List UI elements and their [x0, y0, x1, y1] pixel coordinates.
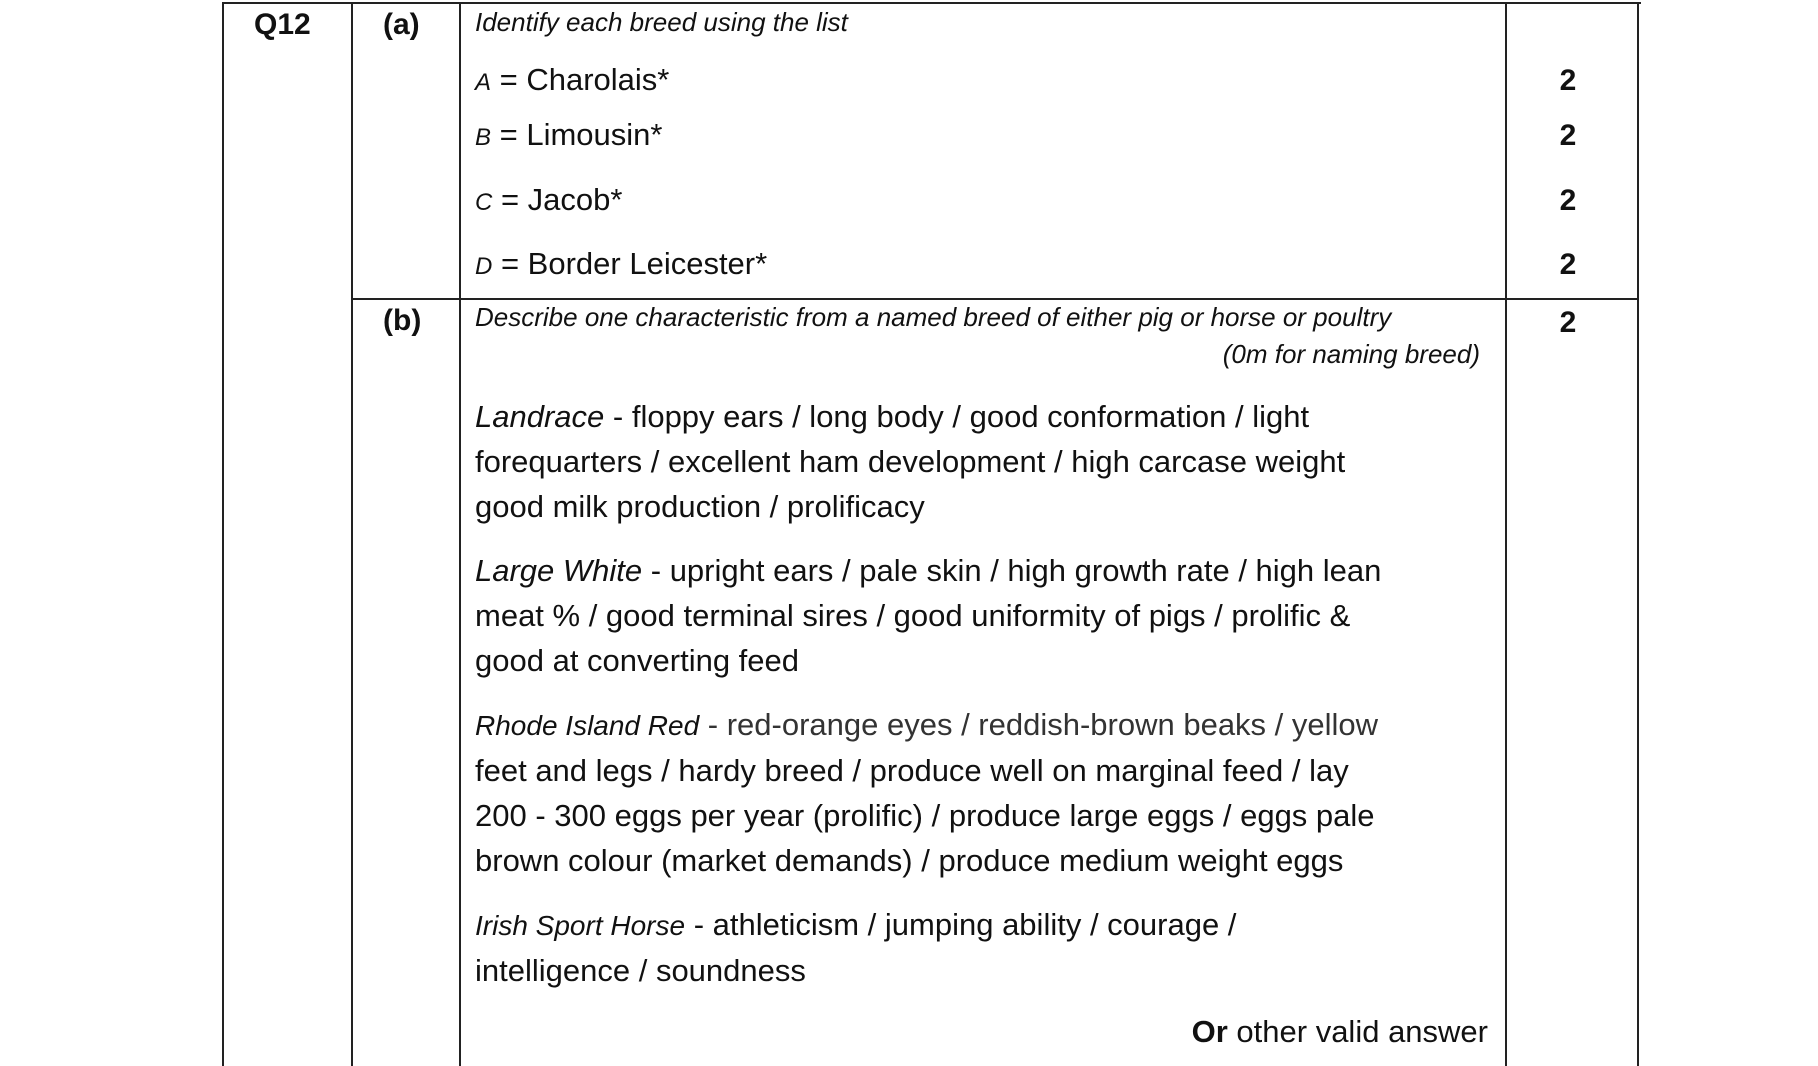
column-divider-3: [1505, 3, 1507, 1066]
column-divider-2: [459, 3, 461, 1066]
breed-line: - red-orange eyes / reddish-brown beaks / yellow: [699, 707, 1379, 742]
part-b-instruction: Describe one characteristic from a named breed of either pig or horse or poultry: [475, 302, 1392, 332]
breed-line: feet and legs / hardy breed / produce well on marginal feed / lay: [475, 753, 1349, 788]
breed-line: brown colour (market demands) / produce medium weight eggs: [475, 843, 1344, 878]
breed-line: good at converting feed: [475, 643, 800, 678]
answer-text: = Charolais*: [491, 62, 670, 97]
answer-letter: B: [475, 124, 492, 151]
part-a-label: (a): [383, 8, 420, 41]
part-b-label: (b): [383, 304, 422, 337]
breed-name: Irish Sport Horse: [475, 910, 686, 941]
table-left-border: [222, 3, 224, 1066]
breed-large-white: [475, 548, 1381, 683]
breed-line: forequarters / excellent ham development / high carcase weight: [475, 444, 1346, 479]
answer-text: = Border Leicester*: [492, 246, 768, 281]
breed-rhode-island-red: [475, 702, 1378, 883]
breed-line: 200 - 300 eggs per year (prolific) / produce large eggs / eggs pale: [475, 798, 1375, 833]
answer-letter: C: [475, 189, 493, 216]
breed-irish-sport-horse: [475, 902, 1236, 993]
table-top-border: [222, 2, 1641, 4]
part-b-note: (0m for naming breed): [1222, 339, 1480, 369]
breed-line: good milk production / prolificacy: [475, 489, 925, 524]
breed-line: - upright ears / pale skin / high growth rate / high lean: [642, 553, 1382, 588]
or-bold: Or: [1191, 1014, 1228, 1049]
breed-line: intelligence / soundness: [475, 953, 806, 988]
answer-b: [475, 117, 662, 153]
breed-name: Landrace: [475, 399, 605, 434]
other-valid-answer-text: other valid answer: [1227, 1014, 1488, 1049]
mark-part-b: 2: [1559, 306, 1577, 339]
row-divider-a-b: [351, 298, 1639, 300]
answer-text: = Jacob*: [492, 182, 623, 217]
mark-c: 2: [1559, 184, 1577, 217]
mark-a: 2: [1559, 64, 1577, 97]
breed-name: Large White: [475, 553, 643, 588]
part-a-instruction: Identify each breed using the list: [475, 7, 848, 37]
mark-d: 2: [1559, 248, 1577, 281]
breed-name: Rhode Island Red: [475, 710, 700, 741]
answer-c: [475, 182, 622, 218]
answer-letter: D: [475, 253, 493, 280]
breed-line: - floppy ears / long body / good conformation / light: [604, 399, 1310, 434]
column-divider-1: [351, 3, 353, 1066]
mark-b: 2: [1559, 119, 1577, 152]
question-number: Q12: [254, 8, 311, 41]
table-right-border: [1637, 3, 1639, 1066]
answer-d: [475, 246, 767, 282]
answer-letter: A: [475, 69, 492, 96]
other-valid-answer: [1192, 1014, 1488, 1050]
answer-a: [475, 62, 669, 98]
breed-landrace: [475, 394, 1345, 529]
answer-text: = Limousin*: [491, 117, 663, 152]
breed-line: meat % / good terminal sires / good uniformity of pigs / prolific &: [475, 598, 1351, 633]
breed-line: - athleticism / jumping ability / courage /: [685, 907, 1237, 942]
